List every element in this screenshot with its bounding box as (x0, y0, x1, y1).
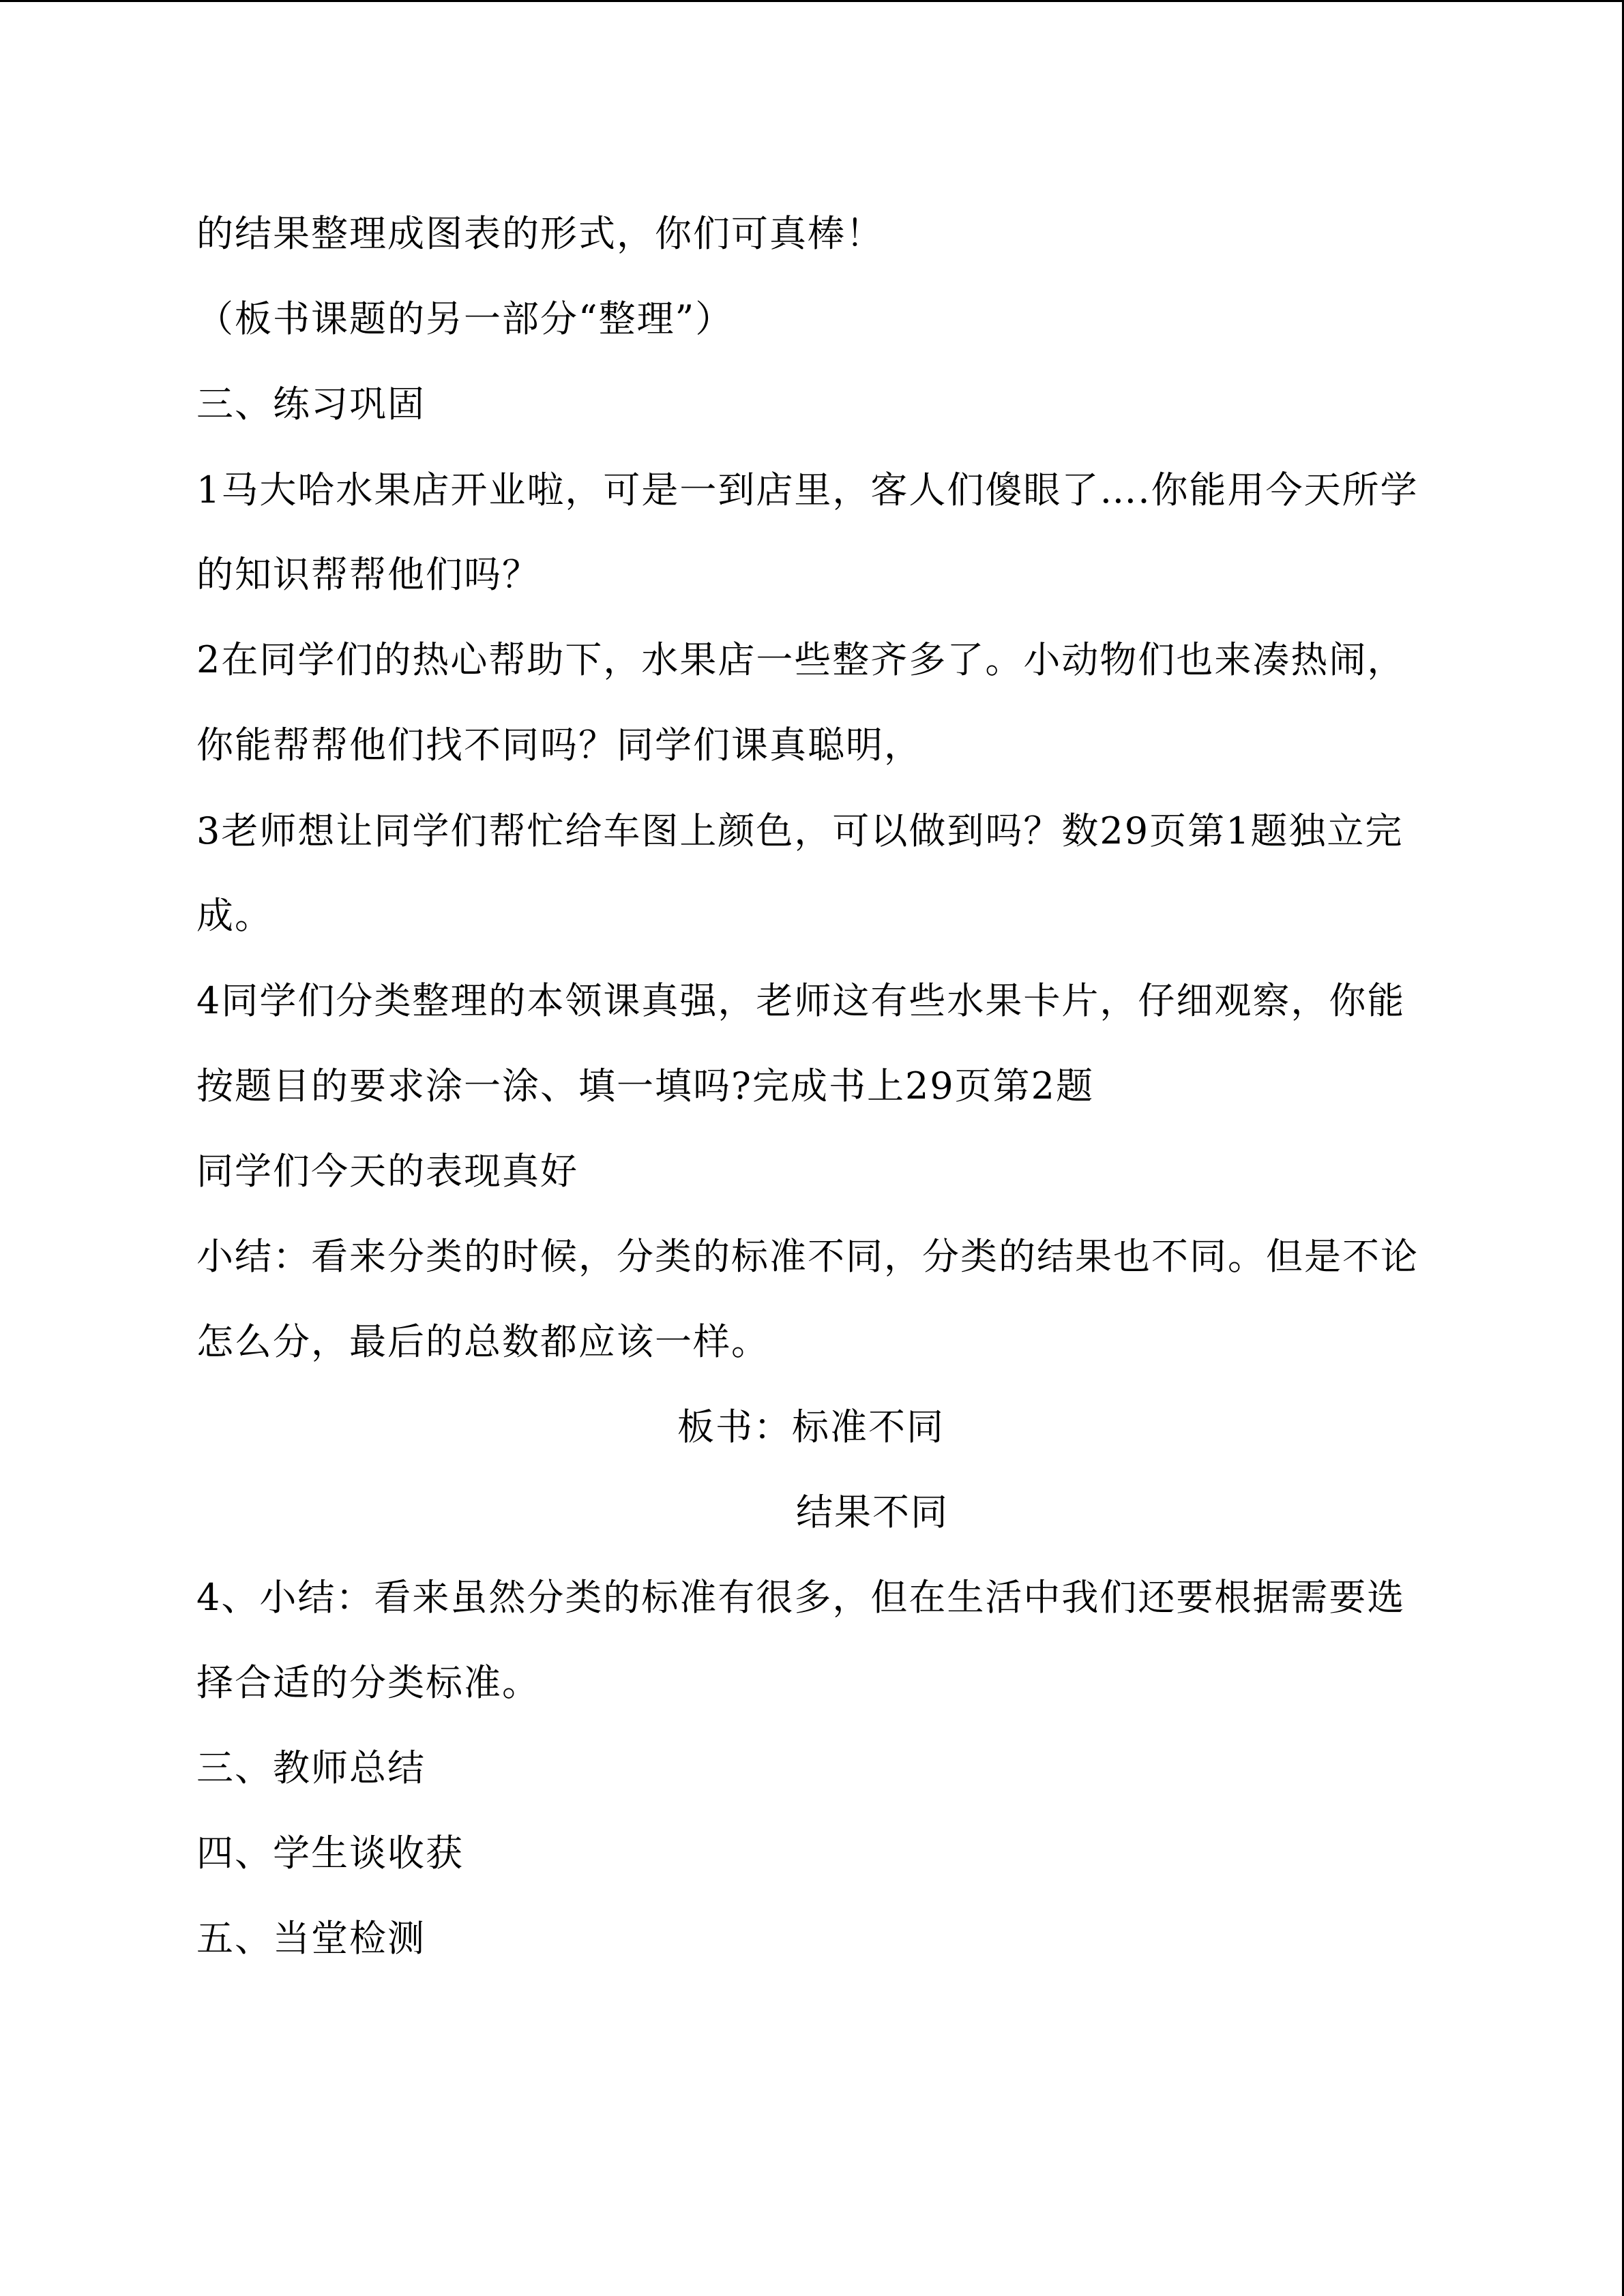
text-line-7: 你能帮帮他们找不同吗？同学们课真聪明， (196, 724, 922, 766)
blackboard-note-1: 板书：标准不同 (677, 1405, 945, 1448)
text-line-6: 2在同学们的热心帮助下，水果店一些整齐多了。小动物们也来凑热闹， (196, 638, 1406, 681)
text-line-2: （板书课题的另一部分“整理”） (196, 297, 734, 340)
summary-line-1: 小结：看来分类的时候，分类的标准不同，分类的结果也不同。但是不论 (196, 1235, 1419, 1278)
text-line-12: 同学们今天的表现真好 (196, 1150, 578, 1193)
text-line-1: 的结果整理成图表的形式，你们可真棒！ (196, 212, 884, 255)
top-border-line (0, 0, 1624, 2)
section-heading-classroom-test: 五、当堂检测 (196, 1917, 426, 1960)
text-line-5: 的知识帮帮他们吗？ (196, 553, 540, 596)
text-line-10: 4同学们分类整理的本领课真强，老师这有些水果卡片，仔细观察，你能 (196, 979, 1406, 1022)
text-line-9: 成。 (196, 894, 273, 937)
blackboard-note-2: 结果不同 (796, 1491, 949, 1534)
summary-4-line-2: 择合适的分类标准。 (196, 1661, 540, 1704)
section-heading-student-gains: 四、学生谈收获 (196, 1832, 464, 1875)
section-heading-teacher-summary: 三、教师总结 (196, 1746, 426, 1789)
text-line-4: 1马大哈水果店开业啦，可是一到店里，客人们傻眼了….你能用今天所学 (196, 468, 1419, 511)
section-heading-practice: 三、练习巩固 (196, 383, 426, 426)
text-line-11: 按题目的要求涂一涂、填一填吗?完成书上29页第2题 (196, 1064, 1095, 1107)
text-line-8: 3老师想让同学们帮忙给车图上颜色，可以做到吗？数29页第1题独立完 (196, 809, 1404, 852)
summary-4-line-1: 4、小结：看来虽然分类的标准有很多，但在生活中我们还要根据需要选 (196, 1576, 1406, 1619)
summary-line-2: 怎么分，最后的总数都应该一样。 (196, 1320, 769, 1363)
